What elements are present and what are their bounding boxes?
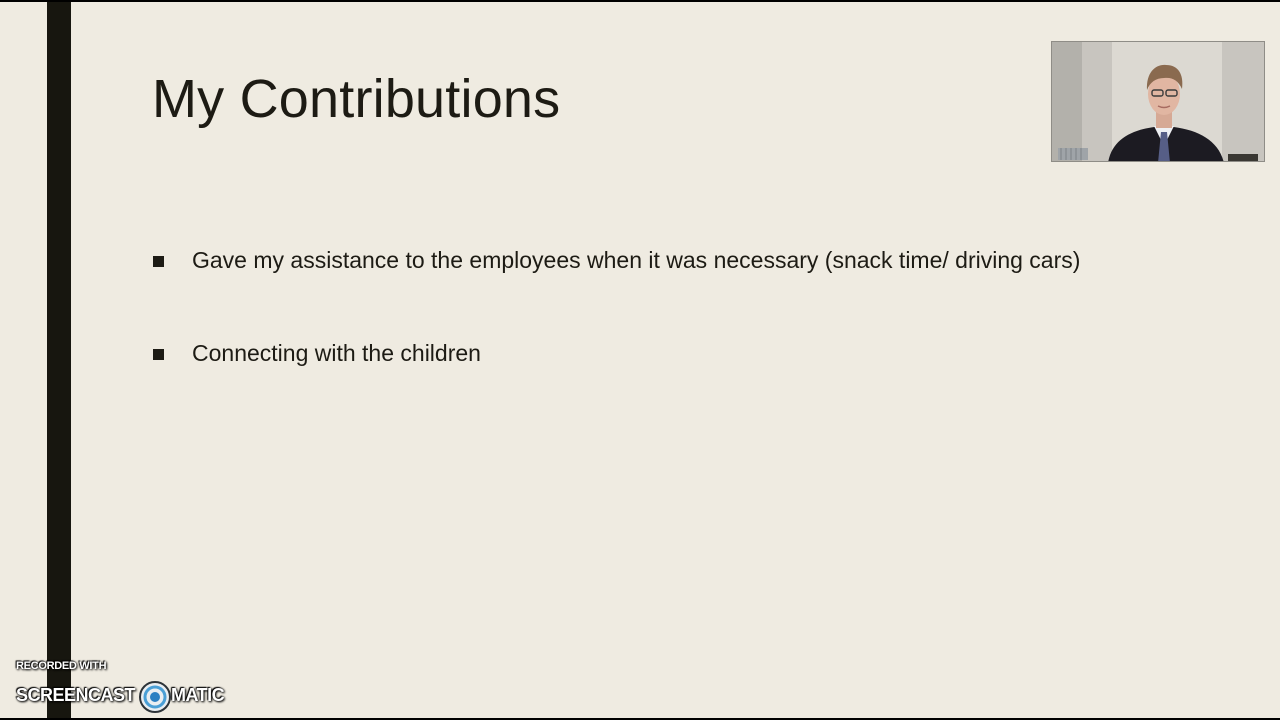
slide-accent-bar xyxy=(47,2,71,718)
bullet-list xyxy=(152,245,1132,431)
screencast-o-matic-logo-icon xyxy=(138,680,168,710)
watermark-brand xyxy=(16,680,224,710)
bullet-text: Gave my assistance to the employees when it was necessary (snack time/ driving cars) xyxy=(192,247,1081,273)
bullet-item xyxy=(152,338,1132,368)
square-bullet-icon xyxy=(153,349,164,360)
bullet-item xyxy=(152,245,1132,275)
watermark-left-word: SCREENCAST xyxy=(16,684,136,705)
square-bullet-icon xyxy=(153,256,164,267)
webcam-overlay xyxy=(1051,41,1265,162)
watermark-right-word: MATIC xyxy=(171,684,225,705)
presentation-slide xyxy=(0,2,1280,718)
presenter-video-frame xyxy=(1052,42,1265,162)
watermark-recorded-with: RECORDED WITH xyxy=(16,660,107,672)
bullet-text: Connecting with the children xyxy=(192,340,481,366)
slide-title: My Contributions xyxy=(152,69,561,129)
